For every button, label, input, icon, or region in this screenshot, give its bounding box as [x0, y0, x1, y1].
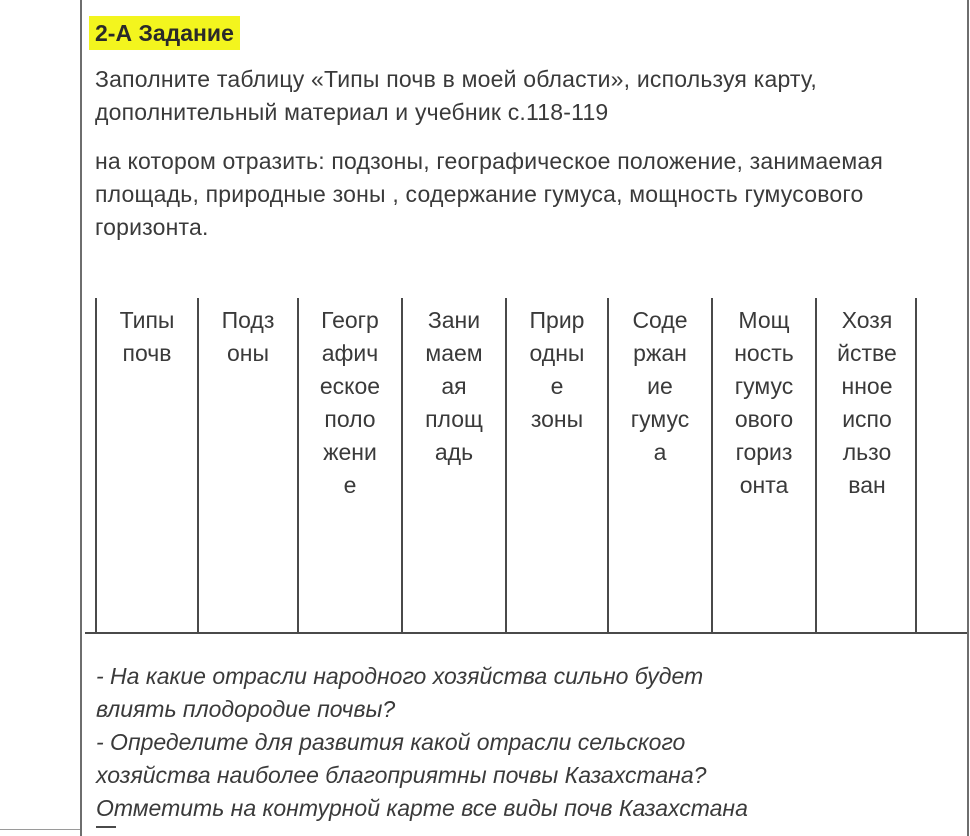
column-header: Типы почв: [119, 307, 175, 366]
column-header: Зани маем ая площ адь: [425, 307, 483, 465]
cut-off-text-fragment: [96, 826, 116, 836]
question-line: Отметить на контурной карте все виды почв Казахстана: [96, 795, 748, 821]
question-line: влиять плодородие почвы?: [96, 696, 396, 722]
table-bottom-rule: [85, 632, 967, 634]
column-header: Подз оны: [221, 307, 275, 366]
table-column-natural-zones: [505, 298, 607, 632]
column-header: Мощ ность гумус ового гориз онта: [734, 307, 794, 498]
page-edge-line: [0, 829, 80, 830]
column-header: Хозя йстве нное испо льзо ван: [837, 307, 897, 498]
task-instruction: Заполните таблицу «Типы почв в моей области», используя карту, дополнительный материал и учебник с.118-119: [95, 66, 817, 125]
table-column-geographic-position: [297, 298, 401, 632]
table-column-humus-thickness: [711, 298, 815, 632]
table-column-occupied-area: [401, 298, 505, 632]
table-column-humus-content: [607, 298, 711, 632]
table-column-economic-use: [815, 298, 917, 632]
task-heading: [89, 16, 240, 50]
question-line: - Определите для развития какой отрасли сельского: [96, 729, 686, 755]
task-heading-text: 2-А Задание: [95, 20, 234, 46]
table-column-subzones: [197, 298, 297, 632]
task-details: на котором отразить: подзоны, географическое положение, занимаемая площадь, природные зоны , содержание гумуса, мощность гумусового горизонта.: [95, 148, 884, 240]
column-header: Прир одны е зоны: [529, 307, 585, 432]
column-header: Соде ржан ие гумус а: [630, 307, 690, 465]
column-header: Геогр афич еское поло жени е: [319, 307, 381, 498]
question-line: - На какие отрасли народного хозяйства сильно будет: [96, 663, 704, 689]
question-line: хозяйства наиболее благоприятны почвы Казахстана?: [96, 762, 707, 788]
questions-block: [96, 660, 956, 825]
table-right-border: [915, 298, 917, 632]
table-column-soil-types: [95, 298, 197, 632]
soil-types-table: [95, 298, 917, 634]
